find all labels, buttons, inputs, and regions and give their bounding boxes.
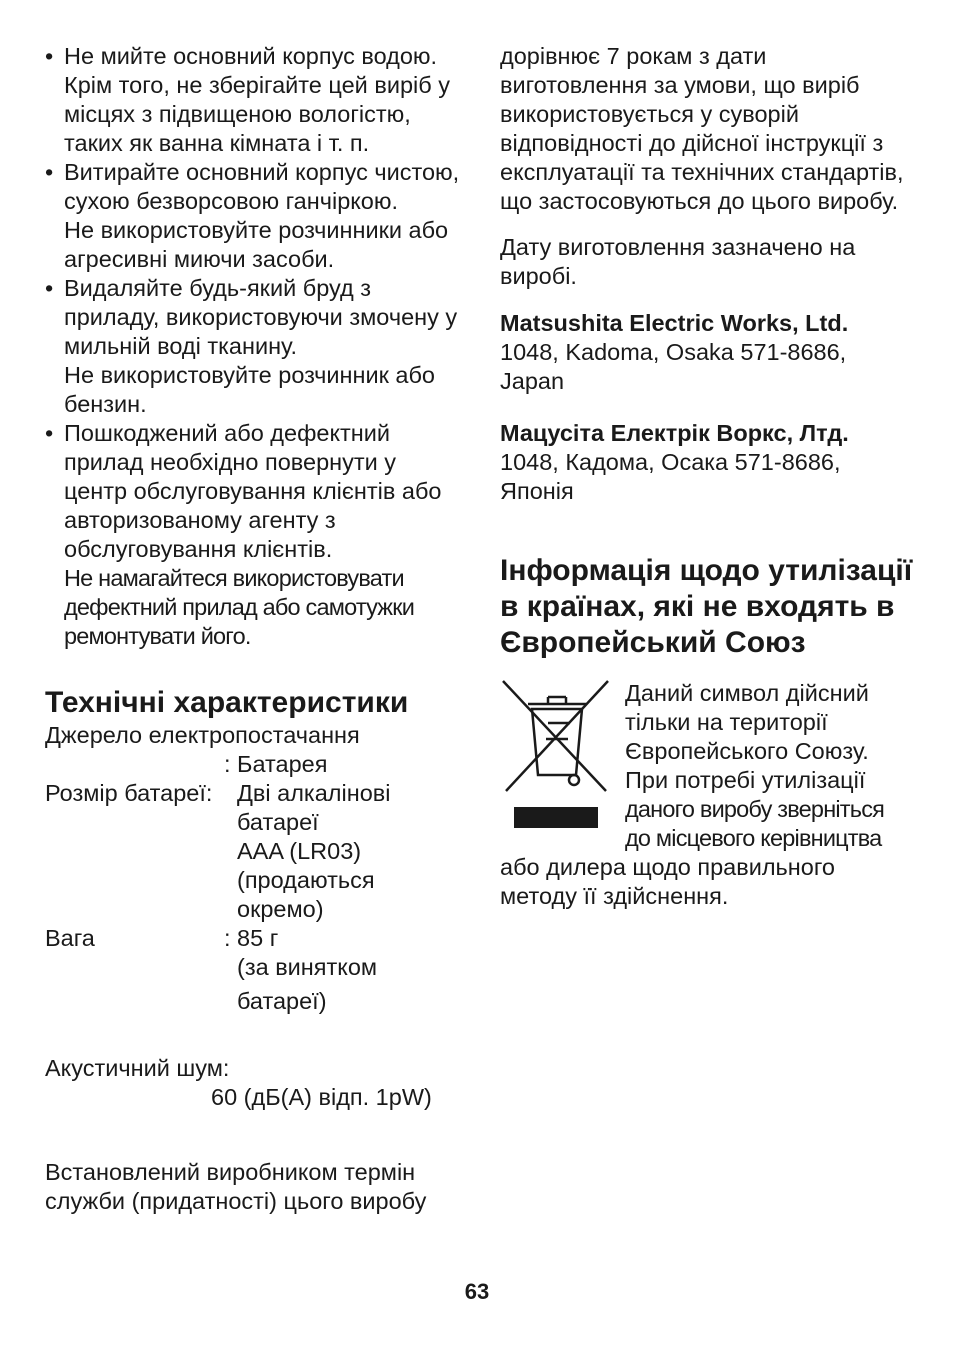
list-paragraph: Не намагайтеся використовувати дефектний прилад або самотужки ремонтувати його. <box>64 565 415 649</box>
power-source-label: Джерело електропостачання <box>45 722 360 748</box>
company-address-en: 1048, Kadoma, Osaka 571-8686, <box>500 339 847 365</box>
company-address-uk: Японія <box>500 478 574 504</box>
list-paragraph: Пошкоджений або дефектний прилад необхідно повернути у центр обслуговування клієнтів або авторизованому агенту з обслуговування клієнтів. <box>64 420 442 562</box>
battery-size-value: батареї <box>237 809 319 835</box>
disposal-text-line: до місцевого керівництва <box>625 825 882 851</box>
specs-table <box>45 750 390 1016</box>
crossed-out-wheelie-bin-icon <box>500 679 612 835</box>
disposal-text-line: Даний символ дійсний <box>625 680 869 706</box>
list-item <box>45 419 465 651</box>
battery-size-value: AAA (LR03) <box>237 838 362 864</box>
bullet-marker: • <box>45 420 54 446</box>
list-paragraph: Не використовуйте розчинники або агресивні миючи засоби. <box>64 217 449 272</box>
disposal-block <box>500 679 920 911</box>
power-source-value: : Батарея <box>224 751 328 777</box>
service-life-text: Встановлений виробником термін служби (придатності) цього виробу <box>45 1159 427 1214</box>
company-address-en: Japan <box>500 368 565 394</box>
battery-size-label: Розмір батареї: <box>45 780 213 806</box>
specs-title: Технічні характеристики <box>45 686 409 719</box>
company-name-en: Matsushita Electric Works, Ltd. <box>500 310 849 336</box>
list-item <box>45 274 465 419</box>
bullet-marker: • <box>45 159 54 185</box>
care-instructions-list <box>45 42 465 651</box>
company-address-uk: 1048, Кадома, Осака 571-8686, <box>500 449 841 475</box>
disposal-title-line: в країнах, які не входять в <box>500 590 895 623</box>
battery-size-value: (продаються <box>237 867 375 893</box>
list-paragraph: Крім того, не зберігайте цей виріб у місцях з підвищеною вологістю, таких як ванна кімната і т. п. <box>64 72 450 156</box>
disposal-text-line: тільки на території <box>625 709 828 735</box>
weight-note: (за винятком <box>237 954 378 980</box>
disposal-text-line: Європейського Союзу. <box>625 738 869 764</box>
list-paragraph: Видаляйте будь-який бруд з приладу, використовуючи змочену у мильній воді тканину. <box>64 275 458 359</box>
weight-note: батареї) <box>237 988 327 1014</box>
disposal-text-line: даного виробу зверніться <box>625 796 885 822</box>
page-number: 63 <box>464 1279 490 1304</box>
weight-value: : 85 г <box>224 925 279 951</box>
disposal-title-line: Європейський Союз <box>500 626 806 659</box>
list-item <box>45 158 465 274</box>
right-column <box>500 42 920 911</box>
service-life-continuation: дорівнює 7 рокам з дати виготовлення за умови, що виріб використовується у суворій відповідності до дійсної інструкції з експлуатації та технічних стандартів, що застосовуються до цього виробу. <box>500 43 904 214</box>
weight-label: Вага <box>45 925 95 951</box>
list-paragraph: Не використовуйте розчинник або бензин. <box>64 362 435 417</box>
left-column <box>45 42 465 1216</box>
disposal-title-line: Інформація щодо утилізації <box>500 554 913 587</box>
company-name-uk: Мацусіта Електрік Воркс, Лтд. <box>500 420 849 446</box>
bullet-marker: • <box>45 43 54 69</box>
disposal-text-line: При потребі утилізації <box>625 767 866 793</box>
noise-value: 60 (дБ(А) відп. 1pW) <box>211 1084 432 1110</box>
list-paragraph: Витирайте основний корпус чистою, сухою безворсовою ганчіркою. <box>64 159 460 214</box>
battery-size-value: окремо) <box>237 896 324 922</box>
disposal-title <box>500 553 920 661</box>
list-item <box>45 42 465 158</box>
manufacture-date-text: Дату виготовлення зазначено на виробі. <box>500 234 856 289</box>
disposal-text-line: методу її здійснення. <box>500 883 729 909</box>
disposal-text-line: або дилера щодо правильного <box>500 854 835 880</box>
list-paragraph: Не мийте основний корпус водою. <box>64 43 438 69</box>
noise-label: Акустичний шум: <box>45 1055 230 1081</box>
battery-size-value: Дві алкалінові <box>237 780 391 806</box>
bullet-marker: • <box>45 275 54 301</box>
